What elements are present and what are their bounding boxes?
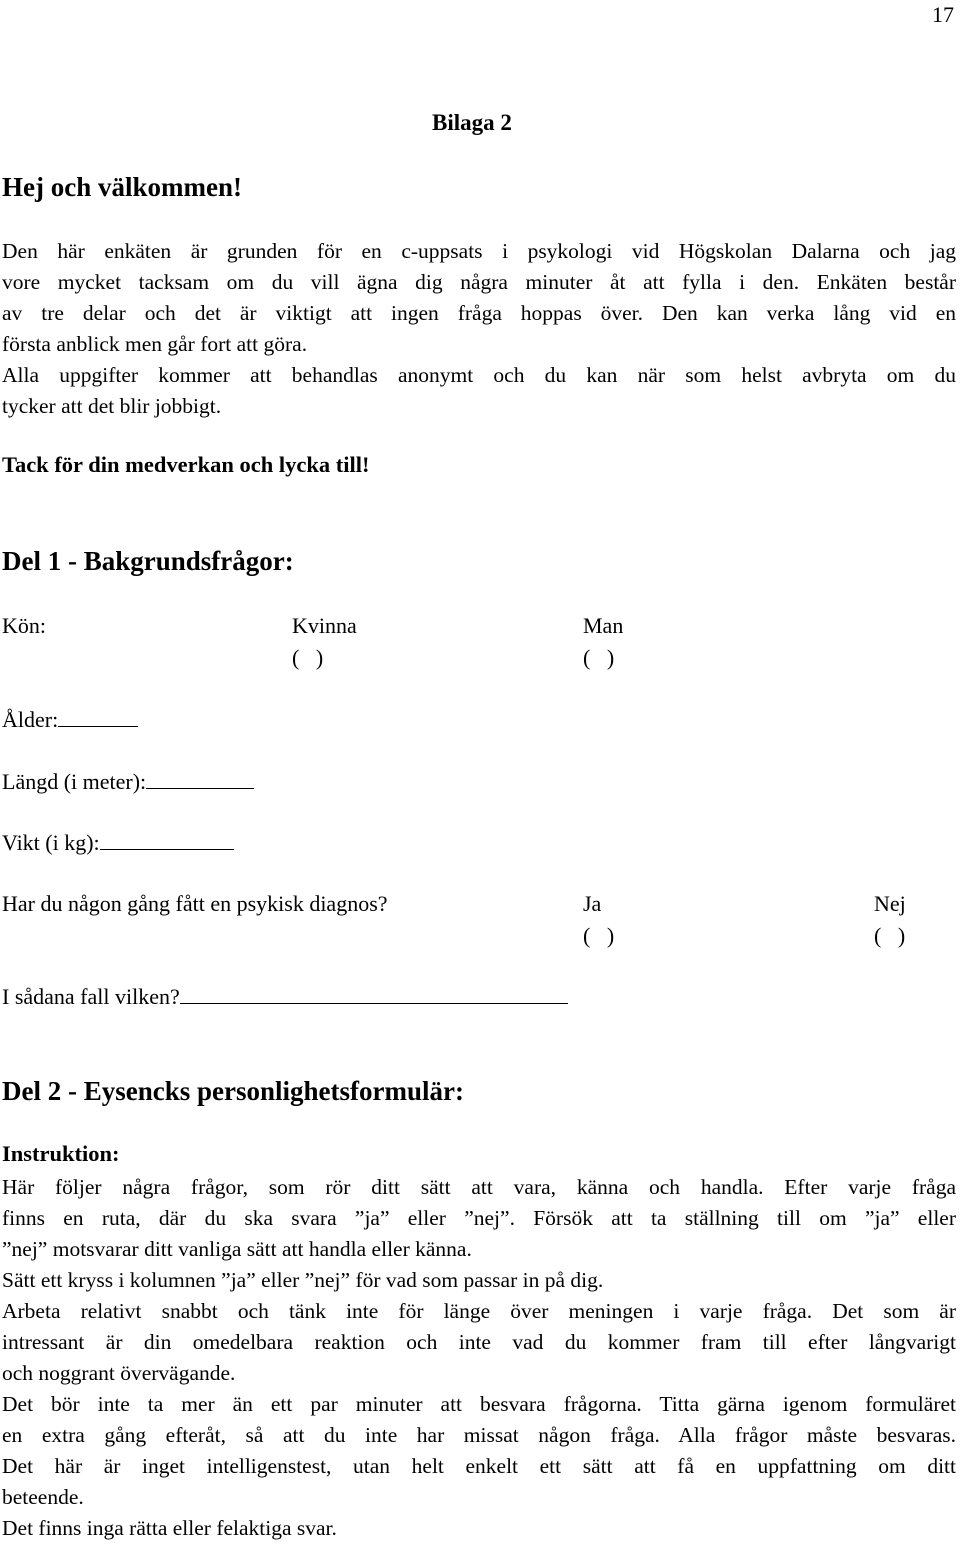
gender-option-female: Kvinna	[292, 613, 357, 638]
height-row	[2, 768, 254, 795]
intro-line: Alla uppgifter kommer att behandlas anonymt och du kan när som helst avbryta om du	[2, 363, 956, 387]
section1-heading: Del 1 - Bakgrundsfrågor:	[2, 546, 294, 576]
weight-label: Vikt (i kg):	[2, 830, 100, 855]
instruction-title: Instruktion:	[2, 1141, 120, 1166]
instruction-line: Här följer några frågor, som rör ditt sätt att vara, känna och handla. Efter varje fråga	[2, 1175, 956, 1199]
diagnosis-no-checkbox[interactable]: ( )	[874, 923, 906, 948]
female-checkbox[interactable]: ( )	[292, 645, 324, 670]
instruction-line: en extra gång efteråt, så att du inte har missat någon fråga. Alla frågor måste besvaras.	[2, 1423, 956, 1447]
appendix-label: Bilaga 2	[432, 110, 512, 135]
instruction-line: och noggrant övervägande.	[2, 1361, 236, 1385]
age-label: Ålder:	[2, 707, 59, 732]
height-label: Längd (i meter):	[2, 769, 147, 794]
intro-line: första anblick men går fort att göra.	[2, 332, 308, 356]
instruction-line: ”nej” motsvarar ditt vanliga sätt att handla eller känna.	[2, 1237, 472, 1261]
intro-line: av tre delar och det är viktigt att ingen fråga hoppas över. Den kan verka lång vid en	[2, 301, 956, 325]
which-label: I sådana fall vilken?	[2, 984, 180, 1009]
intro-line: tycker att det blir jobbigt.	[2, 394, 222, 418]
male-checkbox[interactable]: ( )	[583, 645, 615, 670]
height-blank[interactable]	[146, 768, 254, 789]
age-blank[interactable]	[58, 706, 138, 727]
diagnosis-no-label: Nej	[874, 891, 906, 916]
instruction-line: Det här är inget intelligenstest, utan helt enkelt ett sätt att få en uppfattning om ditt	[2, 1454, 956, 1478]
greeting-heading: Hej och välkommen!	[2, 172, 242, 202]
weight-blank[interactable]	[100, 829, 234, 850]
diagnosis-question: Har du någon gång fått en psykisk diagnos?	[2, 891, 388, 916]
gender-label: Kön:	[2, 613, 46, 638]
which-row	[2, 983, 568, 1010]
diagnosis-yes-checkbox[interactable]: ( )	[583, 923, 615, 948]
instruction-line: Arbeta relativt snabbt och tänk inte för länge över meningen i varje fråga. Det som är	[2, 1299, 956, 1323]
diagnosis-yes-label: Ja	[583, 891, 602, 916]
which-blank[interactable]	[180, 983, 568, 1004]
instruction-line: Det finns inga rätta eller felaktiga svar.	[2, 1516, 337, 1540]
instruction-line: beteende.	[2, 1485, 84, 1509]
intro-line: Den här enkäten är grunden för en c-uppsats i psykologi vid Högskolan Dalarna och jag	[2, 239, 956, 263]
instruction-paragraph	[2, 1172, 956, 1544]
thanks-text: Tack för din medverkan och lycka till!	[2, 452, 370, 477]
age-row	[2, 706, 138, 733]
instruction-line: Sätt ett kryss i kolumnen ”ja” eller ”nej” för vad som passar in på dig.	[2, 1268, 604, 1292]
page-number: 17	[932, 2, 954, 27]
instruction-line: intressant är din omedelbara reaktion och inte vad du kommer fram till efter långvarigt	[2, 1330, 956, 1354]
intro-paragraph	[2, 236, 956, 422]
intro-line: vore mycket tacksam om du vill ägna dig några minuter åt att fylla i den. Enkäten består	[2, 270, 956, 294]
gender-option-male: Man	[583, 613, 624, 638]
section2-heading: Del 2 - Eysencks personlighetsformulär:	[2, 1076, 464, 1106]
instruction-line: finns en ruta, där du ska svara ”ja” eller ”nej”. Försök att ta ställning till om ”ja” eller	[2, 1206, 956, 1230]
weight-row	[2, 829, 234, 856]
instruction-line: Det bör inte ta mer än ett par minuter att besvara frågorna. Titta gärna igenom formuläret	[2, 1392, 956, 1416]
